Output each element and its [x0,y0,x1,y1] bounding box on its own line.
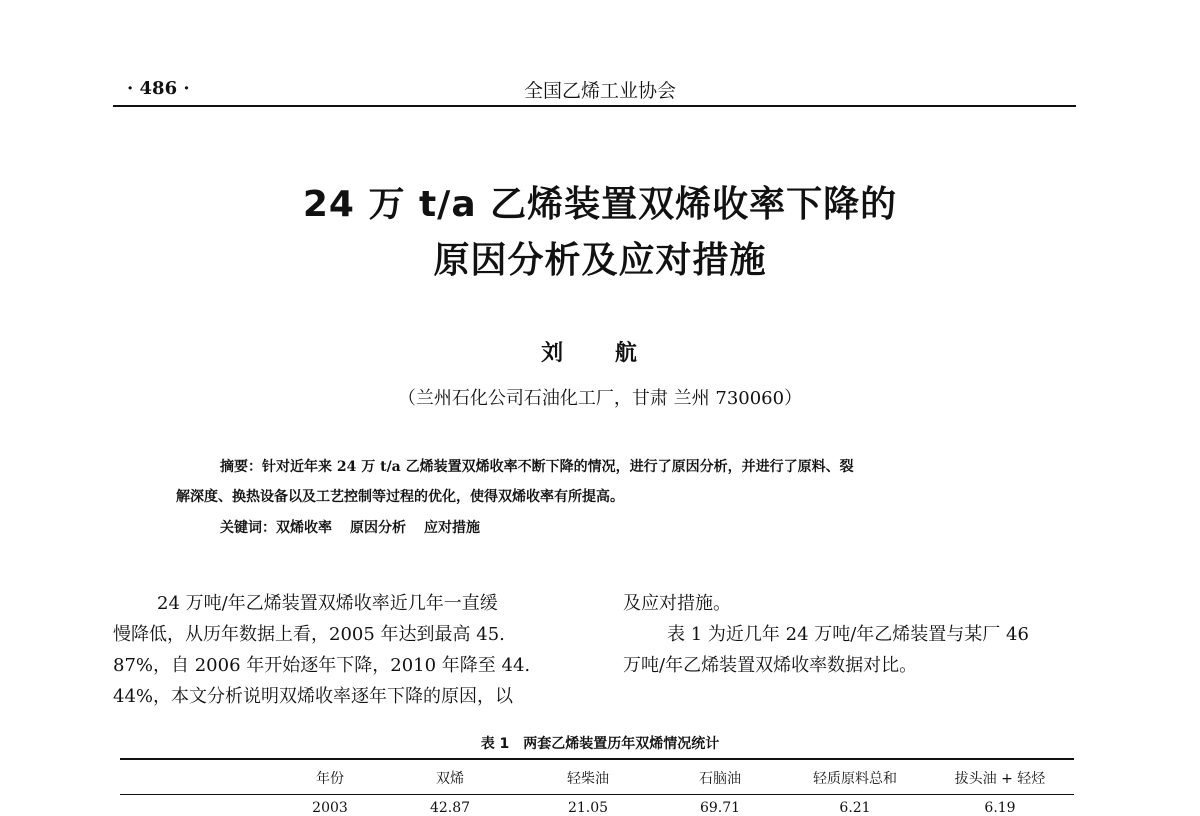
body-line: 24 万吨/年乙烯装置双烯收率近几年一直缓 [157,593,498,614]
body-right-column [623,588,1078,681]
table-header-year: 年份 [316,771,344,787]
article-title-line-1: 24 万 t/a 乙烯装置双烯收率下降的 [302,184,898,225]
table-caption: 表 1 两套乙烯装置历年双烯情况统计 [480,736,720,752]
body-line: 万吨/年乙烯装置双烯收率数据对比。 [623,655,918,676]
keywords [220,517,498,537]
page-number: · 486 · [127,78,190,99]
abstract-line-1: 摘要：针对近年来 24 万 t/a 乙烯装置双烯收率不断下降的情况，进行了原因分析，并进行了原料、裂 [220,459,854,475]
table-cell: 6.21 [839,800,871,816]
body-line: 及应对措施。 [623,593,731,614]
body-left-column [113,588,590,712]
keywords-label: 关键词： [220,520,276,536]
table-cell: 69.71 [699,800,741,816]
body-line: 表 1 为近几年 24 万吨/年乙烯装置与某厂 46 [667,624,1029,645]
table-rule-top [120,758,1074,760]
affiliation: （兰州石化公司石油化工厂，甘肃 兰州 730060） [397,388,803,409]
table-header-naphtha: 石脑油 [699,771,741,787]
table-cell: 21.05 [567,800,609,816]
table-cell: 42.87 [429,800,471,816]
abstract [176,452,1036,512]
body-line: 慢降低，从历年数据上看，2005 年达到最高 45. [113,624,505,645]
table-rule-mid [120,794,1074,795]
keyword: 原因分析 [350,520,406,536]
abstract-line-2: 解深度、换热设备以及工艺控制等过程的优化，使得双烯收率有所提高。 [176,489,624,505]
article-title-line-2: 原因分析及应对措施 [433,240,767,281]
journal-title: 全国乙烯工业协会 [523,80,676,102]
header-rule [113,105,1076,107]
table-cell: 6.19 [984,800,1016,816]
table-header-topping-oil: 拔头油 + 轻烃 [954,771,1046,787]
keyword: 应对措施 [424,520,480,536]
table-cell: 2003 [312,800,348,816]
table-header-light-diesel: 轻柴油 [567,771,609,787]
table-header-light-feed-total: 轻质原料总和 [813,771,897,787]
table-header-dienes: 双烯 [436,771,464,787]
body-line: 44%，本文分析说明双烯收率逐年下降的原因，以 [113,686,514,707]
keyword: 双烯收率 [276,520,332,536]
author: 刘 航 [541,340,659,366]
body-line: 87%，自 2006 年开始逐年下降，2010 年降至 44. [113,655,531,676]
